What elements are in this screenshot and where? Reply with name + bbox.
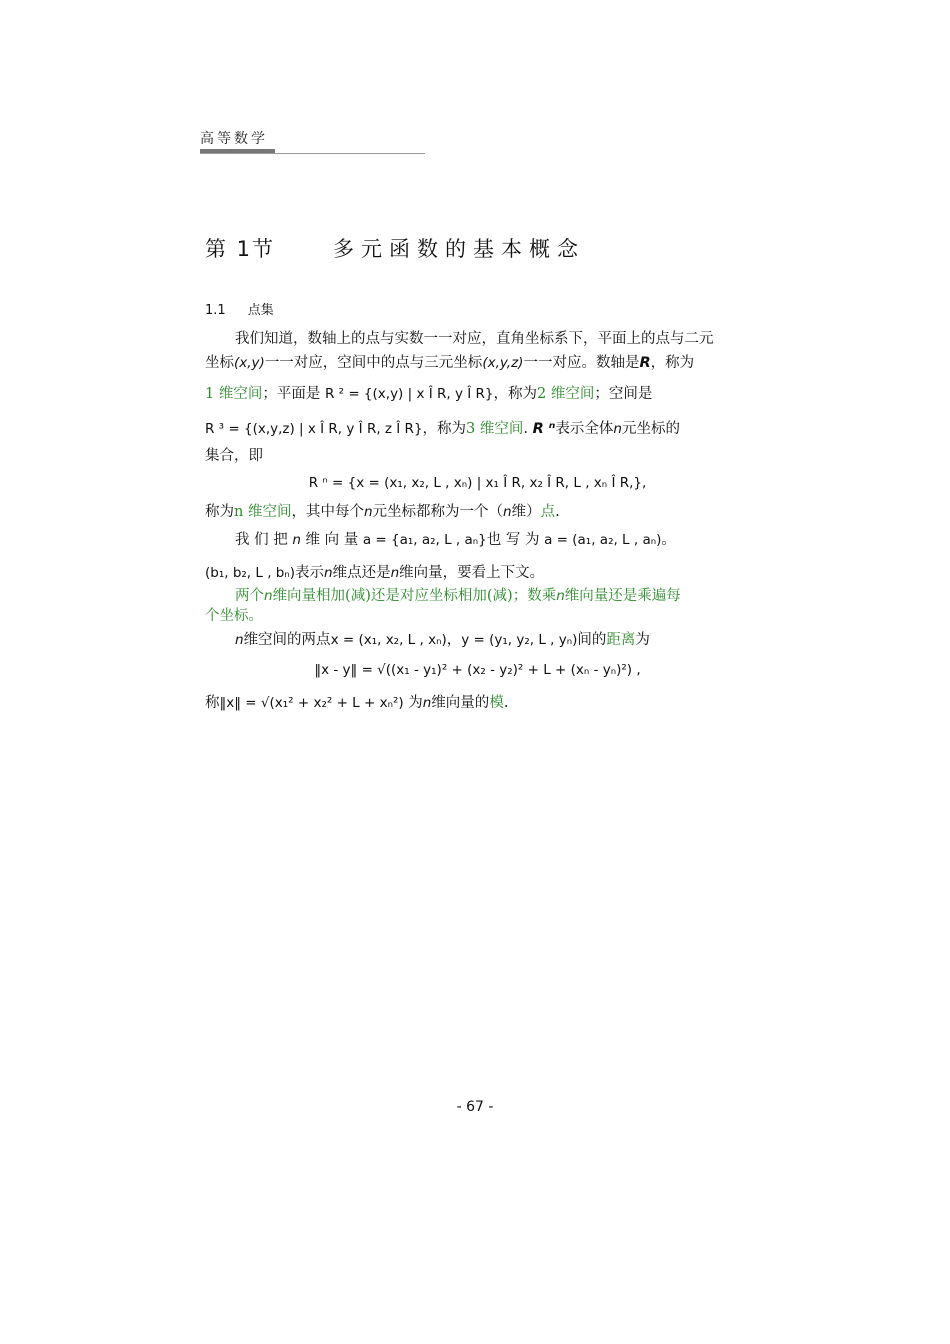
text: 。 [661, 532, 676, 548]
text: ， [446, 632, 462, 648]
text: 维向量，要看上下文。 [399, 565, 545, 581]
formula-rn: R ⁿ = {x = (x₁, x₂, L , xₙ) | x₁ Î R, x₂ Î R, L , xₙ Î R,}, [308, 475, 647, 491]
math-n: n [503, 504, 512, 520]
formula-r3: R ³ = {(x,y,z) | x Î R, y Î R, z Î R} [205, 421, 423, 437]
text: 一一对应，空间中的点与三元坐标 [264, 355, 483, 371]
p1-line3 [205, 384, 750, 404]
math-n: n [556, 588, 565, 604]
running-header: 高等数学 [200, 131, 268, 147]
text: 称 [205, 695, 220, 711]
text: 维向量的 [431, 695, 490, 711]
formula-vector-braces: a = {a₁, a₂, L , aₙ} [362, 532, 487, 548]
text: ，称为 [422, 421, 467, 437]
page-number: - 67 - [456, 1099, 494, 1115]
text: 元坐标都称为一个（ [372, 504, 504, 520]
math-xyz: (x,y,z) [482, 355, 524, 371]
text: 维向量相加(减)还是对应坐标相加(减)；数乘 [272, 588, 557, 604]
math-R: R [639, 355, 651, 371]
p1-line5: 集合，即 [205, 448, 263, 464]
math-n: n [264, 588, 273, 604]
text: 间的 [577, 632, 607, 648]
math-n: n [292, 532, 301, 548]
term-2d-space: 2 维空间 [537, 386, 595, 402]
formula-norm: ‖x‖ = √(x₁² + x₂² + L + xₙ²) [219, 695, 404, 711]
formula-distance: ‖x - y‖ = √((x₁ - y₁)² + (x₂ - y₂)² + L + (xₙ - yₙ)²) , [314, 662, 641, 678]
formula-b: (b₁, b₂, L , bₙ) [205, 565, 296, 581]
text: 维空间的两点 [243, 632, 331, 648]
text: 坐标 [205, 355, 234, 371]
math-n: n [422, 695, 432, 711]
formula-r2: R ² = {(x,y) | x Î R, y Î R} [324, 386, 494, 402]
formula-x: x = (x₁, x₂, L , xₙ) [330, 632, 447, 648]
term-point: 点 [540, 504, 556, 520]
p2-line2 [205, 563, 750, 583]
text: 两个 [235, 588, 264, 604]
p4-line1 [205, 630, 750, 650]
text: ，称为 [493, 386, 537, 402]
p1-line6 [205, 502, 750, 522]
text: ，其中每个 [291, 504, 364, 520]
p1-line2 [205, 353, 750, 373]
math-n: n [324, 565, 333, 581]
text: . [503, 695, 509, 711]
p3-line1 [205, 586, 750, 606]
text: 元坐标的 [621, 421, 680, 437]
math-xy: (x,y) [234, 355, 265, 371]
term-1d-space: 1 维空间 [205, 386, 263, 402]
subsection-title: 点集 [247, 303, 274, 318]
p4-line3 [205, 693, 750, 713]
section-title: 多元函数的基本概念 [333, 237, 585, 261]
formula-y: y = (y₁, y₂, L , yₙ) [461, 632, 578, 648]
subsection-number: 1.1 [205, 303, 226, 318]
p1-line4 [205, 419, 750, 439]
text: 维 向 量 [305, 532, 359, 548]
text: 表示全体 [555, 421, 614, 437]
math-n: n [235, 632, 244, 648]
math-n: n [363, 504, 373, 520]
text: 也 写 为 [486, 532, 540, 548]
term-3d-space: 3 维空间 [466, 421, 524, 437]
text: 维向量还是乘遍每 [564, 588, 681, 604]
text: 维点还是 [332, 565, 391, 581]
text: . [523, 421, 528, 437]
math-n: n [613, 421, 622, 437]
math-Rn: R ⁿ [532, 421, 556, 437]
text: 为 [408, 695, 423, 711]
subsection-heading [205, 299, 274, 318]
term-norm: 模 [489, 695, 504, 711]
header-rule-thin [200, 153, 425, 154]
text: 称为 [205, 504, 234, 520]
term-distance: 距离 [606, 632, 636, 648]
formula-vector-parens: a = (a₁, a₂, L , aₙ) [544, 532, 662, 548]
p2-line1 [205, 530, 750, 550]
text: 为 [635, 632, 650, 648]
text: 表示 [295, 565, 325, 581]
section-number: 第 1节 [205, 237, 276, 261]
text: ，称为 [650, 355, 695, 371]
text: 一一对应。数轴是 [523, 355, 640, 371]
text: 维） [511, 504, 541, 520]
text: ；平面是 [262, 386, 321, 402]
term-n-space: n 维空间 [234, 504, 292, 520]
text: ；空间是 [594, 386, 653, 402]
math-n: n [390, 565, 400, 581]
p3-line2: 个坐标。 [205, 608, 263, 624]
text: . [555, 504, 560, 520]
p1-line1: 我们知道，数轴上的点与实数一一对应，直角坐标系下，平面上的点与二元 [235, 331, 714, 347]
text: 我 们 把 [235, 532, 288, 548]
